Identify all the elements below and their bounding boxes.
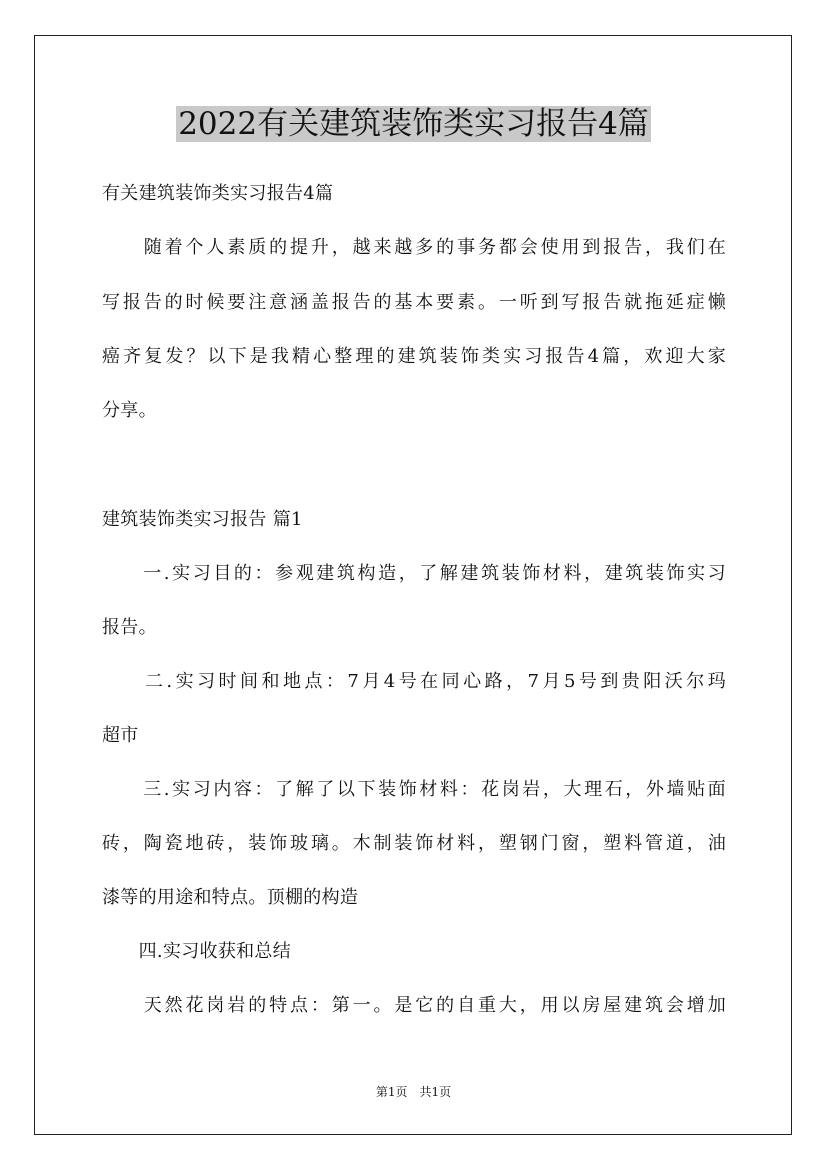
- paragraph-line: 随着个人素质的提升，越来越多的事务都会使用到报告，我们在: [102, 237, 726, 258]
- paragraph-line: 砖，陶瓷地砖，装饰玻璃。木制装饰材料，塑钢门窗，塑料管道，油: [102, 833, 726, 854]
- section-heading: 建筑装饰类实习报告 篇1: [102, 509, 303, 530]
- document-title: [0, 98, 827, 150]
- paragraph-line: 三.实习内容：了解了以下装饰材料：花岗岩，大理石，外墙贴面: [102, 779, 726, 800]
- paragraph-line: 写报告的时候要注意涵盖报告的基本要素。一听到写报告就拖延症懒: [102, 292, 726, 313]
- subtitle-line: 有关建筑装饰类实习报告4篇: [102, 183, 334, 204]
- paragraph-line: 二.实习时间和地点：7月4号在同心路，7月5号到贵阳沃尔玛: [102, 671, 726, 692]
- paragraph-line: 漆等的用途和特点。顶棚的构造: [102, 887, 359, 908]
- paragraph-line: 报告。: [102, 617, 157, 638]
- page-footer: 第1页 共1页: [375, 1085, 452, 1099]
- paragraph-line: 天然花岗岩的特点：第一。是它的自重大，用以房屋建筑会增加: [102, 995, 726, 1016]
- paragraph-line: 四.实习收获和总结: [102, 941, 292, 962]
- paragraph-line: 一.实习目的：参观建筑构造，了解建筑装饰材料，建筑装饰实习: [102, 563, 726, 584]
- paragraph-line: 分享。: [102, 400, 157, 421]
- paragraph-line: 超市: [102, 725, 139, 746]
- paragraph-line: 癌齐复发？以下是我精心整理的建筑装饰类实习报告4篇，欢迎大家: [102, 346, 726, 367]
- document-title-text: 2022有关建筑装饰类实习报告4篇: [178, 106, 649, 142]
